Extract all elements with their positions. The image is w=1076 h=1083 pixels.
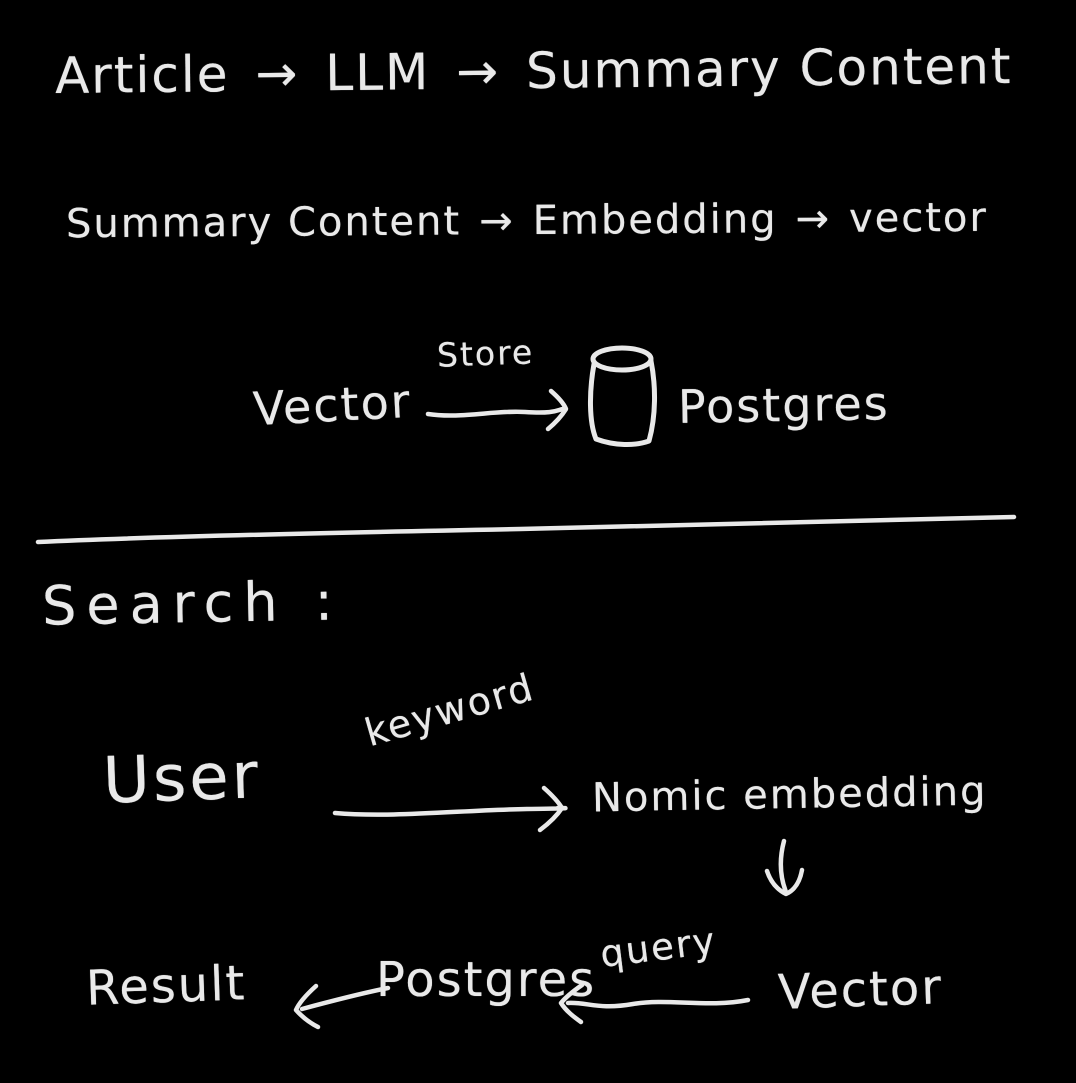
article-node: Article [54,45,230,106]
right-arrow-icon [425,383,580,433]
right-arrow-icon: → [255,44,300,103]
summary-content-node: Summary Content [65,198,462,248]
user-node: User [101,739,263,819]
right-arrow-icon [332,780,587,828]
flow-summary-to-vector [66,195,988,247]
summary-content-node: Summary Content [525,36,1013,101]
left-arrow-icon [548,978,753,1023]
down-arrow-icon [762,838,812,900]
database-cylinder-icon [583,344,659,448]
query-arrow-label: query [597,919,719,976]
postgres-node: Postgres [677,376,891,434]
right-arrow-icon: → [478,198,515,245]
nomic-embedding-node: Nomic embedding [591,768,988,822]
vector-node: Vector [777,959,944,1021]
vector-node: Vector [251,373,413,437]
right-arrow-icon: → [795,195,832,243]
flow-article-to-summary [55,37,1013,105]
keyword-arrow-label: keyword [359,664,540,756]
horizontal-divider-line [0,498,1076,558]
store-arrow-label: Store [436,332,535,375]
right-arrow-icon: → [455,42,501,101]
postgres-node: Postgres [376,952,597,1008]
result-node: Result [85,955,248,1017]
llm-node: LLM [325,43,431,103]
search-heading: Search : [41,569,344,638]
embedding-node: Embedding [532,196,778,244]
vector-node: vector [848,194,989,242]
